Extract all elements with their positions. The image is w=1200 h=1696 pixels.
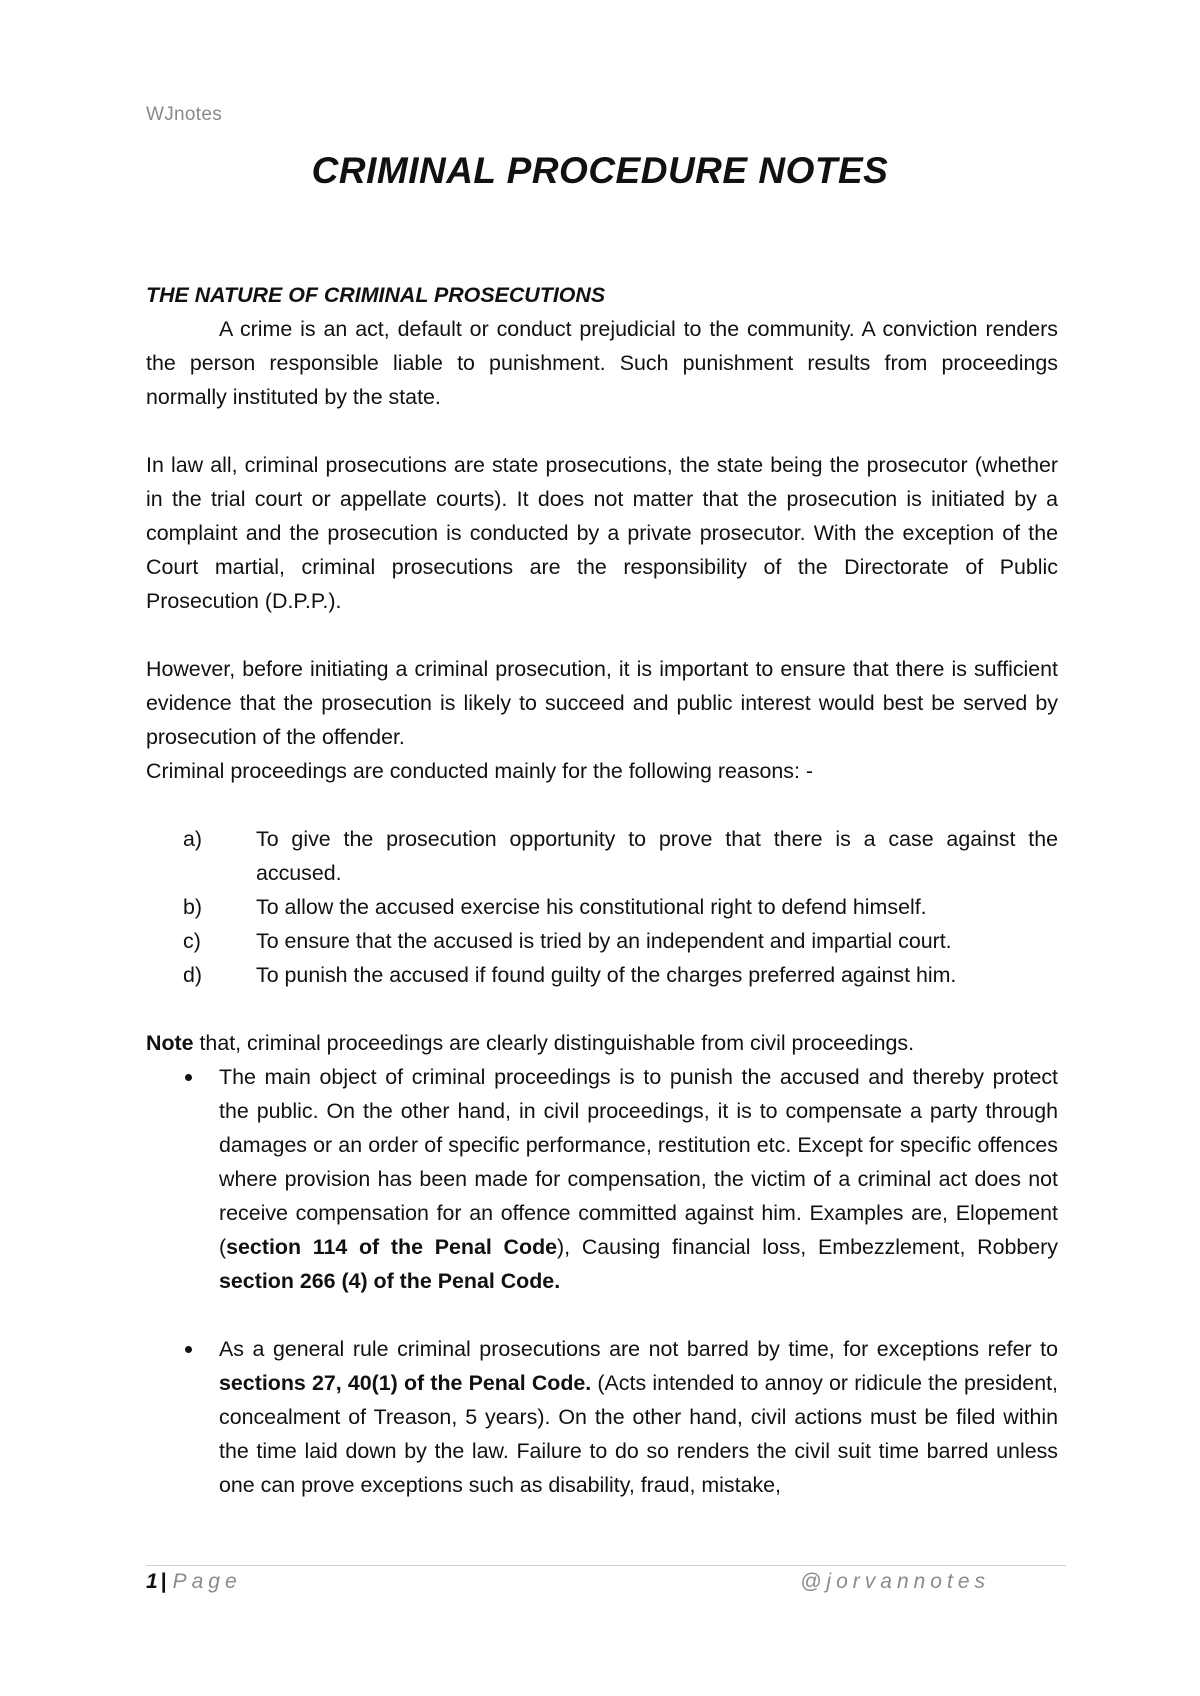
paragraph-spacer <box>146 992 1058 1026</box>
bullet-icon <box>185 1074 192 1081</box>
list-marker: c) <box>183 929 201 953</box>
page-label: Page <box>172 1570 242 1593</box>
bullet-citation: sections 27, 40(1) of the Penal Code. <box>219 1371 592 1395</box>
footer-page-indicator <box>146 1570 242 1594</box>
bullet-citation: section 266 (4) of the Penal Code. <box>219 1269 561 1293</box>
list-marker: d) <box>183 963 203 987</box>
paragraph-spacer <box>146 618 1058 652</box>
bullet-text: As a general rule criminal prosecutions are not barred by time, for exceptions refer to <box>219 1337 1058 1361</box>
running-header: WJnotes <box>146 104 223 125</box>
list-item-text: To allow the accused exercise his constitutional right to defend himself. <box>256 895 927 919</box>
bullet-icon <box>185 1346 192 1353</box>
note-paragraph <box>146 1026 1058 1060</box>
list-item <box>146 822 1058 890</box>
bullet-text: (Acts intended to annoy or ridicule the president, concealment of Treason, 5 years). On the other hand, civil actions must be filed within the time laid down by the law. Failure to do so renders the civil suit time barred unless one can prove exceptions such as disability, fraud, mistake, <box>219 1371 1058 1497</box>
document-body <box>146 278 1058 1502</box>
note-label: Note <box>146 1031 194 1055</box>
distinctions-list <box>146 1060 1058 1502</box>
bullet-item <box>146 1060 1058 1298</box>
list-marker: b) <box>183 895 203 919</box>
footer-divider <box>146 1565 1066 1566</box>
document-title: CRIMINAL PROCEDURE NOTES <box>311 150 889 191</box>
paragraph-sufficient-evidence: However, before initiating a criminal prosecution, it is important to ensure that there is sufficient evidence that the prosecution is likely to succeed and public interest would best be served by prosecution of the offender. <box>146 657 1058 749</box>
footer-separator: | <box>160 1570 167 1593</box>
list-item <box>146 890 1058 924</box>
list-item <box>146 958 1058 992</box>
reasons-intro: Criminal proceedings are conducted mainly for the following reasons: - <box>146 759 814 783</box>
footer-handle: @jorvannotes <box>800 1570 990 1593</box>
paragraph-crime-definition: A crime is an act, default or conduct prejudicial to the community. A conviction renders the person responsible liable to punishment. Such punishment results from proceedings normally instituted by the state. <box>146 317 1058 409</box>
bullet-text: The main object of criminal proceedings is to punish the accused and thereby protect the public. On the other hand, in civil proceedings, it is to compensate a party through damages or an order of specific performance, restitution etc. Except for specific offences where provision has been made for compensation, the victim of a criminal act does not receive compensation for an offence committed against him. Examples are, Elopement ( <box>219 1065 1058 1259</box>
list-item-text: To ensure that the accused is tried by an independent and impartial court. <box>256 929 952 953</box>
note-text: that, criminal proceedings are clearly distinguishable from civil proceedings. <box>193 1031 915 1055</box>
list-item-text: To punish the accused if found guilty of the charges preferred against him. <box>256 963 957 987</box>
bullet-text: ), Causing financial loss, Embezzlement, Robbery <box>557 1235 1058 1259</box>
list-item-text: To give the prosecution opportunity to prove that there is a case against the accused. <box>256 827 1058 885</box>
bullet-spacer <box>146 1298 1058 1332</box>
page-number: 1 <box>146 1570 158 1593</box>
paragraph-state-prosecutions: In law all, criminal prosecutions are state prosecutions, the state being the prosecutor (whether in the trial court or appellate courts). It does not matter that the prosecution is initiated by a complaint and the prosecution is conducted by a private prosecutor. With the exception of the Court martial, criminal prosecutions are the responsibility of the Directorate of Public Prosecution (D.P.P.). <box>146 453 1058 613</box>
paragraph-spacer <box>146 414 1058 448</box>
paragraph-spacer <box>146 788 1058 822</box>
reasons-list <box>146 822 1058 992</box>
bullet-item <box>146 1332 1058 1502</box>
section-heading: THE NATURE OF CRIMINAL PROSECUTIONS <box>146 283 606 307</box>
list-marker: a) <box>183 827 203 851</box>
list-item <box>146 924 1058 958</box>
bullet-citation: section 114 of the Penal Code <box>226 1235 558 1259</box>
